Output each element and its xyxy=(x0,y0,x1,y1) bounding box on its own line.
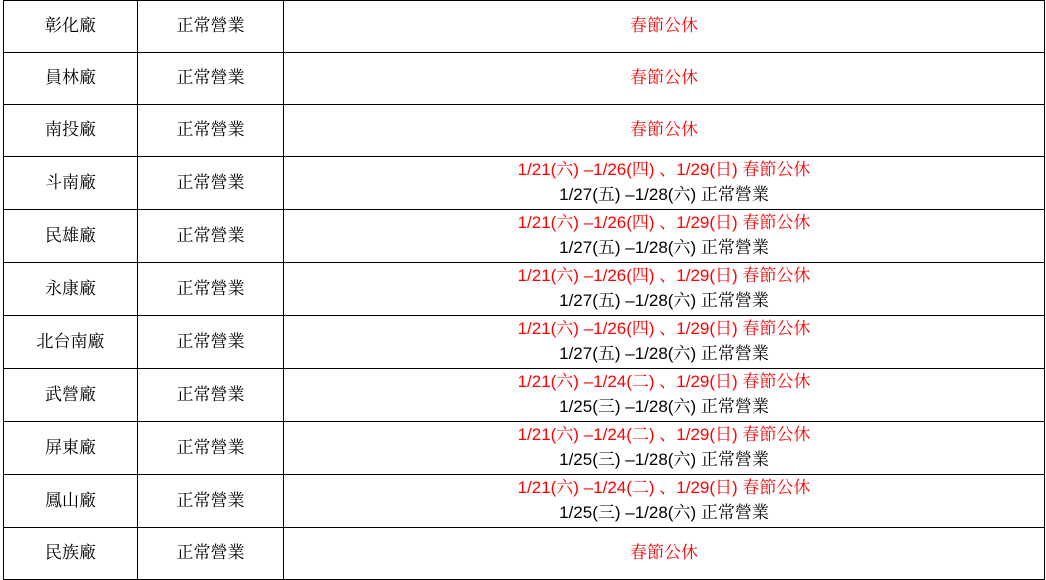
status-cell: 正常營業 xyxy=(138,1,284,53)
plant-name-cell: 永康廠 xyxy=(4,263,138,316)
status-cell: 正常營業 xyxy=(138,53,284,105)
table-row xyxy=(4,369,1045,422)
note-cell xyxy=(284,105,1045,157)
table-row xyxy=(4,422,1045,475)
status-cell: 正常營業 xyxy=(138,263,284,316)
plant-name-cell: 武營廠 xyxy=(4,369,138,422)
table-row xyxy=(4,316,1045,369)
note-cell xyxy=(284,316,1045,369)
note-cell xyxy=(284,475,1045,528)
status-cell: 正常營業 xyxy=(138,105,284,157)
plant-name-cell: 民雄廠 xyxy=(4,210,138,263)
plant-name-cell: 彰化廠 xyxy=(4,1,138,53)
note-cell xyxy=(284,1,1045,53)
note-open-text: 1/25(三) –1/28(六) 正常營業 xyxy=(559,503,769,522)
note-holiday-text: 春節公休 xyxy=(630,120,698,140)
note-cell xyxy=(284,210,1045,263)
status-cell: 正常營業 xyxy=(138,528,284,580)
note-cell xyxy=(284,53,1045,105)
status-cell: 正常營業 xyxy=(138,369,284,422)
note-open-text: 1/27(五) –1/28(六) 正常營業 xyxy=(559,344,769,363)
status-cell: 正常營業 xyxy=(138,475,284,528)
note-holiday-text: 春節公休 xyxy=(630,543,698,563)
note-cell xyxy=(284,157,1045,210)
note-holiday-text: 1/21(六) –1/24(二) 、1/29(日) 春節公休 xyxy=(517,425,811,445)
status-cell: 正常營業 xyxy=(138,422,284,475)
note-holiday-text: 1/21(六) –1/24(二) 、1/29(日) 春節公休 xyxy=(517,478,811,498)
note-holiday-text: 1/21(六) –1/26(四) 、1/29(日) 春節公休 xyxy=(517,213,811,233)
plant-name-cell: 屏東廠 xyxy=(4,422,138,475)
note-holiday-text: 1/21(六) –1/26(四) 、1/29(日) 春節公休 xyxy=(517,266,811,286)
plant-name-cell: 鳳山廠 xyxy=(4,475,138,528)
plant-name-cell: 斗南廠 xyxy=(4,157,138,210)
note-holiday-text: 1/21(六) –1/26(四) 、1/29(日) 春節公休 xyxy=(517,319,811,339)
status-cell: 正常營業 xyxy=(138,316,284,369)
note-open-text: 1/27(五) –1/28(六) 正常營業 xyxy=(559,185,769,204)
table-row xyxy=(4,528,1045,580)
status-cell: 正常營業 xyxy=(138,157,284,210)
note-open-text: 1/27(五) –1/28(六) 正常營業 xyxy=(559,291,769,310)
note-holiday-text: 春節公休 xyxy=(630,16,698,36)
note-cell xyxy=(284,263,1045,316)
note-open-text: 1/25(三) –1/28(六) 正常營業 xyxy=(559,450,769,469)
table-row xyxy=(4,475,1045,528)
table-row xyxy=(4,1,1045,53)
plant-name-cell: 員林廠 xyxy=(4,53,138,105)
note-cell xyxy=(284,369,1045,422)
note-holiday-text: 春節公休 xyxy=(630,68,698,88)
note-open-text: 1/27(五) –1/28(六) 正常營業 xyxy=(559,238,769,257)
status-cell: 正常營業 xyxy=(138,210,284,263)
plant-schedule-table xyxy=(3,0,1045,580)
plant-name-cell: 民族廠 xyxy=(4,528,138,580)
plant-name-cell: 南投廠 xyxy=(4,105,138,157)
table-row xyxy=(4,263,1045,316)
note-cell xyxy=(284,528,1045,580)
plant-name-cell: 北台南廠 xyxy=(4,316,138,369)
note-open-text: 1/25(三) –1/28(六) 正常營業 xyxy=(559,397,769,416)
note-holiday-text: 1/21(六) –1/24(二) 、1/29(日) 春節公休 xyxy=(517,372,811,392)
table-row xyxy=(4,210,1045,263)
table-row xyxy=(4,105,1045,157)
note-holiday-text: 1/21(六) –1/26(四) 、1/29(日) 春節公休 xyxy=(517,160,811,180)
table-row xyxy=(4,157,1045,210)
table-body xyxy=(4,1,1045,580)
note-cell xyxy=(284,422,1045,475)
table-row xyxy=(4,53,1045,105)
